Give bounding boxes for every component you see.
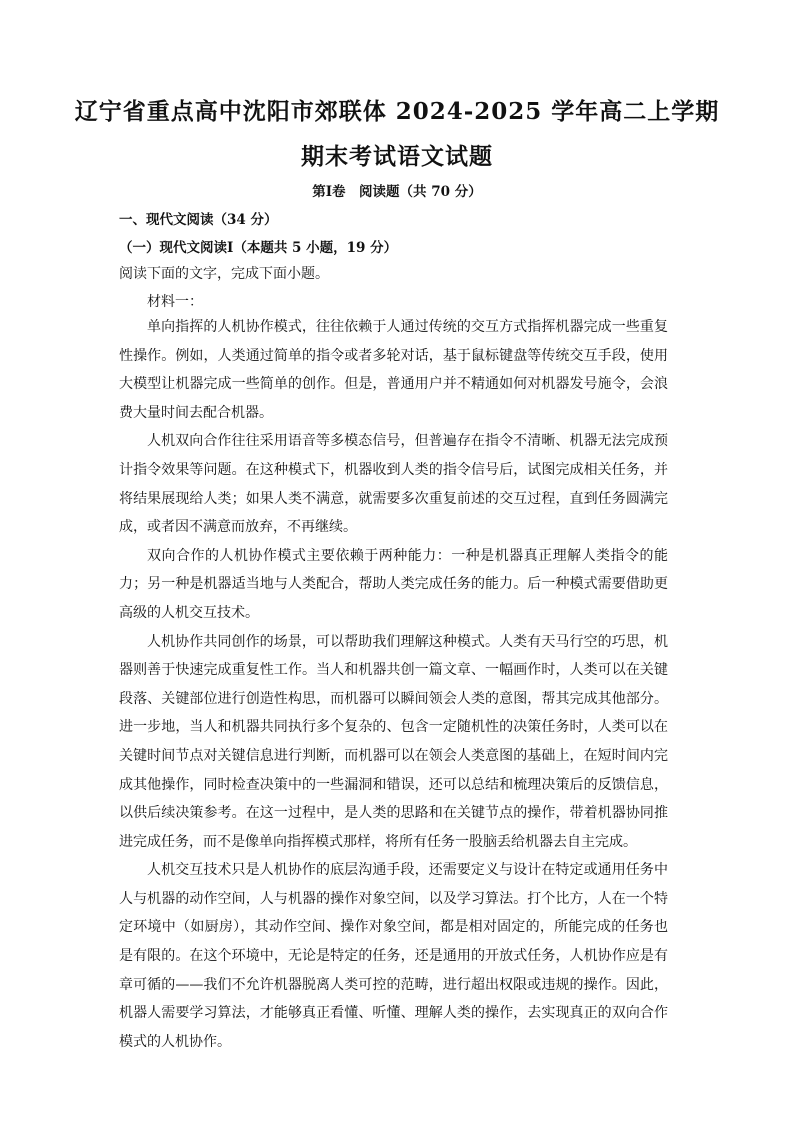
paragraph-2: 人机双向合作往往采用语音等多模态信号，但普遍存在指令不清晰、机器无法完成预计指令效果等问题。在这种模式下，机器收到人类的指令信号后，试图完成相关任务，并将结果展现给人类；如果人类不满意，就需要多次重复前述的交互过程，直到任务圆满完成，或者因不满意而放弃，不再继续。 [119, 433, 668, 536]
reading-instruction: 阅读下面的文字，完成下面小题。 [119, 266, 329, 282]
paragraph-1: 单向指挥的人机协作模式，往往依赖于人通过传统的交互方式指挥机器完成一些重复性操作。例如，人类通过简单的指令或者多轮对话，基于鼠标键盘等传统交互手段，使用大模型让机器完成一些简单的创作。但是，普通用户并不精通如何对机器发号施令，会浪费大量时间去配合机器。 [119, 319, 668, 421]
subsection-heading: （一）现代文阅读Ⅰ（本题共 5 小题，19 分） [119, 240, 398, 256]
part-heading: 第Ⅰ卷 阅读题（共 70 分） [312, 184, 482, 200]
section-heading: 一、现代文阅读（34 分） [119, 212, 278, 228]
title-line-2: 期末考试语文试题 [301, 143, 493, 170]
paragraph-3: 双向合作的人机协作模式主要依赖于两种能力：一种是机器真正理解人类指令的能力；另一种是机器适当地与人类配合，帮助人类完成任务的能力。后一种模式需要借助更高级的人机交互技术。 [119, 547, 668, 621]
paragraph-4: 人机协作共同创作的场景，可以帮助我们理解这种模式。人类有天马行空的巧思，机器则善于快速完成重复性工作。当人和机器共创一篇文章、一幅画作时，人类可以在关键段落、关键部位进行创造性构思，而机器可以瞬间领会人类的意图，帮其完成其他部分。进一步地，当人和机器共同执行多个复杂的、包含一定随机性的决策任务时，人类可以在关键时间节点对关键信息进行判断，而机器可以在领会人类意图的基础上，在短时间内完成其他操作，同时检查决策中的一些漏洞和错误，还可以总结和梳理决策后的反馈信息，以供后续决策参考。在这一过程中，是人类的思路和在关键节点的操作，带着机器协同推进完成任务，而不是像单向指挥模式那样，将所有任务一股脑丢给机器去自主完成。 [119, 633, 668, 850]
title-line-1: 辽宁省重点高中沈阳市郊联体 2024-2025 学年高二上学期 [74, 98, 720, 125]
passage-body [119, 313, 668, 1056]
material-label: 材料一： [147, 294, 203, 310]
paragraph-5: 人机交互技术只是人机协作的底层沟通手段，还需要定义与设计在特定或通用任务中人与机器的动作空间，人与机器的操作对象空间，以及学习算法。打个比方，人在一个特定环境中（如厨房），其动作空间、操作对象空间，都是相对固定的，所能完成的任务也是有限的。在这个环境中，无论是特定的任务，还是通用的开放式任务，人机协作应是有章可循的——我们不允许机器脱离人类可控的范畴，进行超出权限或违规的操作。因此，机器人需要学习算法，才能够真正看懂、听懂、理解人类的操作，去实现真正的双向合作模式的人机协作。 [119, 862, 668, 1050]
